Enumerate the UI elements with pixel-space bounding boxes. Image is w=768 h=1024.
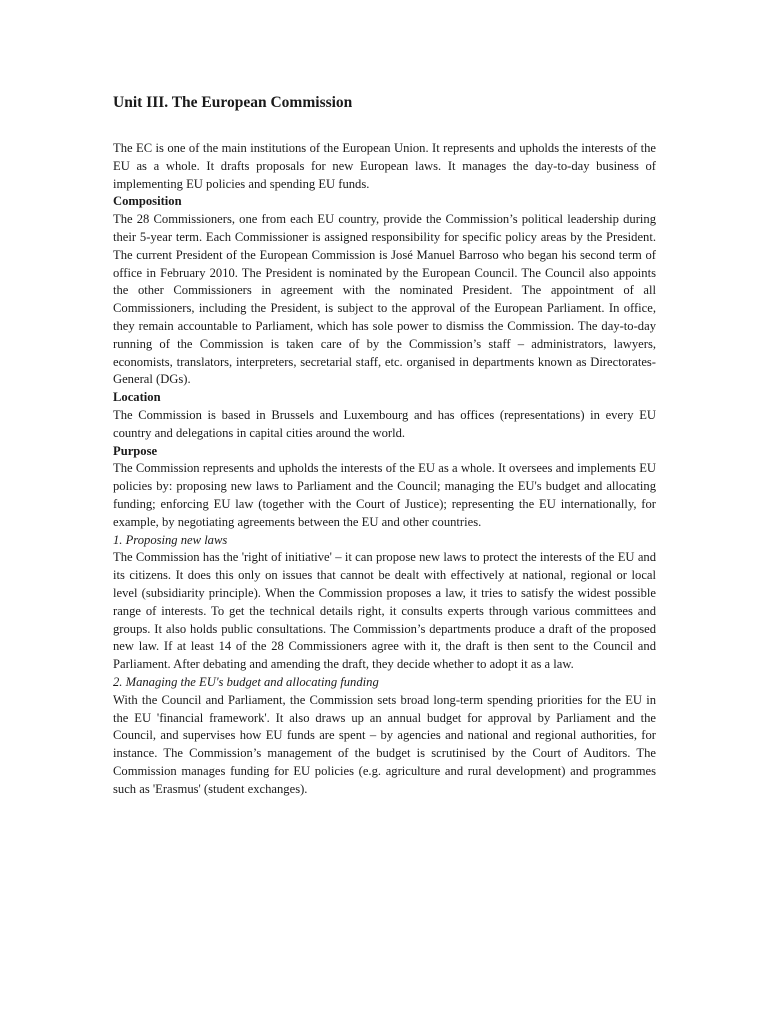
budget-heading: 2. Managing the EU's budget and allocating funding	[113, 674, 379, 689]
intro-paragraph: The EC is one of the main institutions of the European Union. It represents and upholds the interests of the EU as a whole. It drafts proposals for new European laws. It manages the day-to-day business of implementing EU policies and spending EU funds.	[113, 141, 656, 191]
proposing-laws-heading: 1. Proposing new laws	[113, 532, 228, 547]
page-title: Unit III. The European Commission	[113, 94, 353, 111]
purpose-paragraph: The Commission represents and upholds the interests of the EU as a whole. It oversees and implements EU policies by: proposing new laws to Parliament and the Council; managing the EU's budget and allocating funding; enforcing EU law (together with the Court of Justice); representing the EU internationally, for example, by negotiating agreements between the EU and other countries.	[113, 461, 656, 529]
purpose-heading: Purpose	[113, 443, 158, 458]
proposing-laws-paragraph: The Commission has the 'right of initiative' – it can propose new laws to protect the interests of the EU and its citizens. It does this only on issues that cannot be dealt with effectively at national, regional or local level (subsidiarity principle). When the Commission proposes a law, it tries to satisfy the widest possible range of interests. To get the technical details right, it consults experts through various committees and groups. It also holds public consultations. The Commission’s departments produce a draft of the proposed new law. If at least 14 of the 28 Commissioners agree with it, the draft is then sent to the Council and Parliament. After debating and amending the draft, they decide whether to adopt it as a law.	[113, 550, 656, 672]
location-paragraph: The Commission is based in Brussels and Luxembourg and has offices (representations) in every EU country and delegations in capital cities around the world.	[113, 407, 656, 440]
composition-paragraph: The 28 Commissioners, one from each EU country, provide the Commission’s political leadership during their 5-year term. Each Commissioner is assigned responsibility for specific policy areas by the President. The current President of the European Commission is José Manuel Barroso who began his second term of office in February 2010. The President is nominated by the European Council. The Council also appoints the other Commissioners in agreement with the nominated President. The appointment of all Commissioners, including the President, is subject to the approval of the European Parliament. In office, they remain accountable to Parliament, which has sole power to dismiss the Commission. The day-to-day running of the Commission is taken care of by the Commission’s staff – administrators, lawyers, economists, translators, interpreters, secretarial staff, etc. organised in departments known as Directorates-General (DGs).	[113, 212, 656, 387]
composition-heading: Composition	[113, 194, 182, 209]
budget-paragraph: With the Council and Parliament, the Commission sets broad long-term spending priorities for the EU in the EU 'financial framework'. It also draws up an annual budget for approval by Parliament and the Council, and supervises how EU funds are spent – by agencies and national and regional authorities, for instance. The Commission’s management of the budget is scrutinised by the Court of Auditors. The Commission manages funding for EU policies (e.g. agriculture and rural development) and programmes such as 'Erasmus' (student exchanges).	[113, 692, 656, 796]
location-heading: Location	[113, 390, 161, 405]
